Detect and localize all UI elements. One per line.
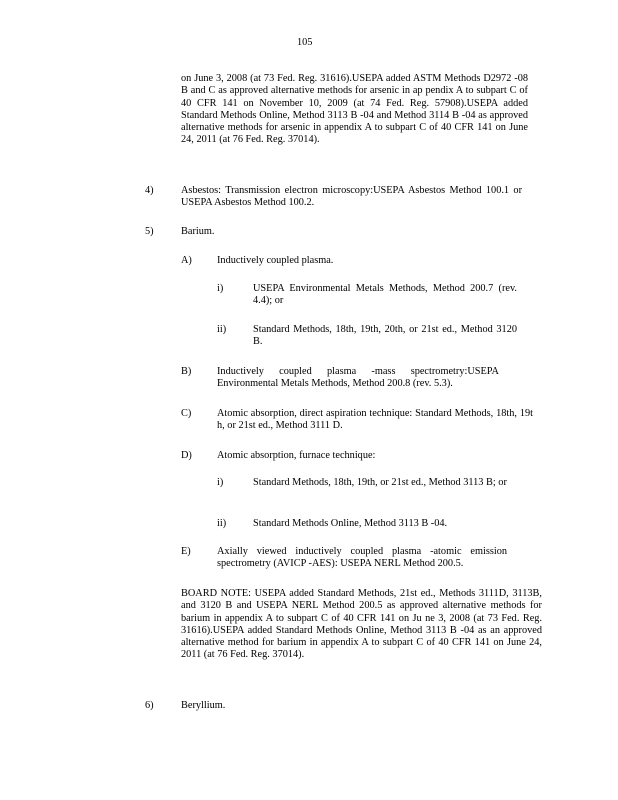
- subitem-letter-d: D): [181, 450, 192, 461]
- item-5-barium: Barium.: [181, 226, 215, 237]
- item-number-6: 6): [145, 700, 154, 711]
- subitem-d-ii-num: ii): [217, 518, 227, 529]
- item-number-5: 5): [145, 226, 154, 237]
- subitem-d-text: Atomic absorption, furnace technique:: [217, 450, 376, 461]
- subitem-d-i-num: i): [217, 477, 224, 488]
- subitem-letter-c: C): [181, 408, 192, 419]
- item-4-asbestos: Asbestos: Transmission electron microscopy:USEPA Asbestos Method 100.1 or USEPA Asbestos Method 100.2.: [181, 185, 522, 209]
- subitem-e-text: Axially viewed inductively coupled plasma -atomic emission spectrometry (AVICP -AES): USEPA NERL Method 200.5.: [217, 546, 507, 570]
- page-number: 105: [297, 37, 313, 48]
- subitem-a-ii-num: ii): [217, 324, 227, 335]
- subitem-a-text: Inductively coupled plasma.: [217, 255, 334, 266]
- item-number-4: 4): [145, 185, 154, 196]
- board-note: BOARD NOTE: USEPA added Standard Methods, 21st ed., Methods 3111D, 3113B, and 3120 B and USEPA NERL Method 200.5 as approved alternative methods for barium in appendix A to subpart C of 40 CFR 141 on Ju ne 3, 2008 (at 73 Fed. Reg. 31616).USEPA added Standard Methods Online, Method 3113 B -04 as an approved alternative method for barium in appendix A to subpart C of 40 CFR 141 on June 24, 2011 (at 76 Fed. Reg. 37014).: [181, 588, 542, 661]
- subitem-letter-a: A): [181, 255, 192, 266]
- subitem-letter-e: E): [181, 546, 191, 557]
- subitem-a-i-text: USEPA Environmental Metals Methods, Method 200.7 (rev. 4.4); or: [253, 283, 517, 307]
- subitem-b-text: Inductively coupled plasma -mass spectrometry:USEPA Environmental Metals Methods, Method 200.8 (rev. 5.3).: [217, 366, 499, 390]
- subitem-c-text: Atomic absorption, direct aspiration technique: Standard Methods, 18th, 19t h, or 21st ed., Method 3111 D.: [217, 408, 533, 432]
- subitem-d-ii-text: Standard Methods Online, Method 3113 B -04.: [253, 518, 448, 529]
- subitem-letter-b: B): [181, 366, 192, 377]
- subitem-a-i-num: i): [217, 283, 224, 294]
- intro-paragraph: on June 3, 2008 (at 73 Fed. Reg. 31616).USEPA added ASTM Methods D2972 -08 B and C as approved alternative methods for arsenic in ap pendix A to subpart C of 40 CFR 141 on November 10, 2009 (at 74 Fed. Reg. 57908).USEPA added Standard Methods Online, Method 3113 B -04 and Method 3114 B -04 as approved alternative methods for arsenic in appendix A to subpart C of 40 CFR 141 on June 24, 2011 (at 76 Fed. Reg. 37014).: [181, 73, 528, 146]
- item-6-beryllium: Beryllium.: [181, 700, 226, 711]
- subitem-a-ii-text: Standard Methods, 18th, 19th, 20th, or 21st ed., Method 3120 B.: [253, 324, 517, 348]
- subitem-d-i-text: Standard Methods, 18th, 19th, or 21st ed., Method 3113 B; or: [253, 477, 507, 488]
